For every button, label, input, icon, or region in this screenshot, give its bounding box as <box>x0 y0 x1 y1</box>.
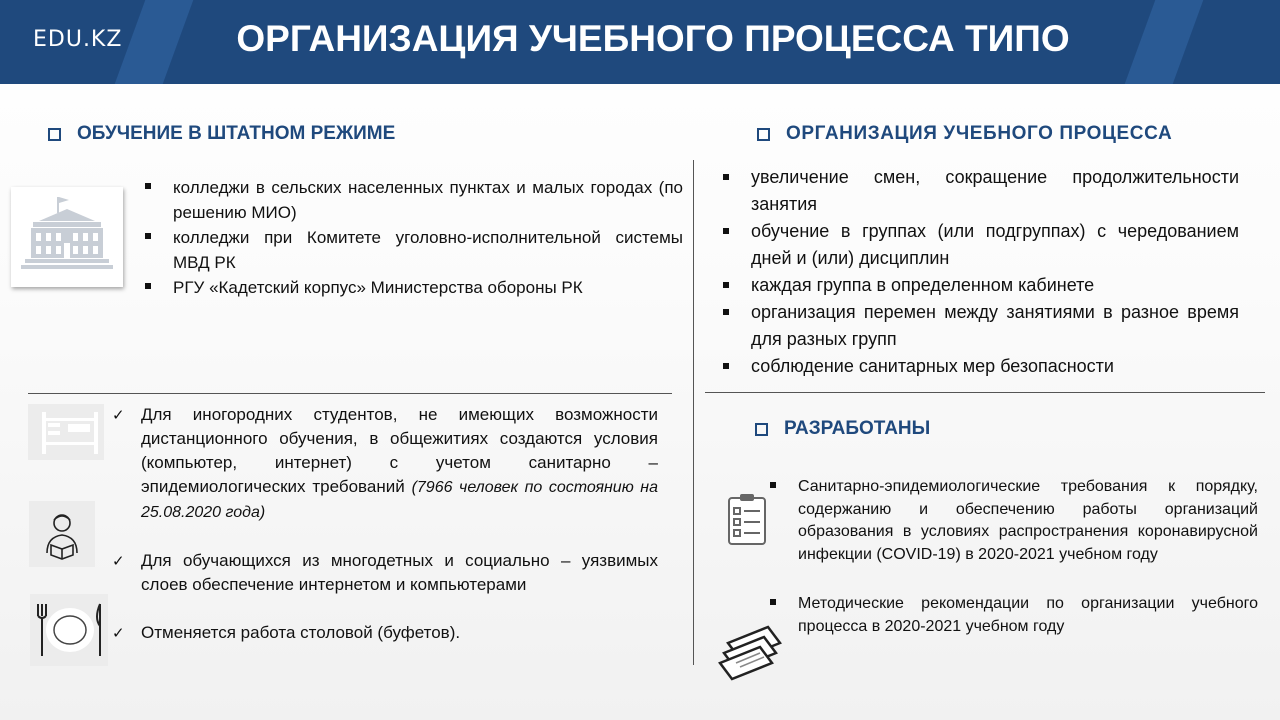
checkmark-icon: ✓ <box>112 552 125 570</box>
list-item: колледжи в сельских населенных пунктах и малых городах (по решению МИО) <box>145 175 683 225</box>
checkmark-icon: ✓ <box>112 624 125 642</box>
list-item <box>112 549 658 597</box>
list-item: организация перемен между занятиями в разное время для разных групп <box>723 299 1239 353</box>
normal-mode-list <box>145 175 683 300</box>
checkbox-bullet-icon <box>757 128 770 141</box>
section-title-label: РАЗРАБОТАНЫ <box>784 418 931 439</box>
bunk-bed-icon <box>28 404 104 460</box>
checkbox-bullet-icon <box>48 128 61 141</box>
vertical-divider <box>693 160 694 665</box>
check-text: Отменяется работа столовой (буфетов). <box>141 623 461 642</box>
list-item: РГУ «Кадетский корпус» Министерства обороны РК <box>145 275 683 300</box>
checkbox-bullet-icon <box>755 423 768 436</box>
section-title-label: ОРГАНИЗАЦИЯ УЧЕБНОГО ПРОЦЕССА <box>786 123 1173 144</box>
section-title-label: ОБУЧЕНИЕ В ШТАТНОМ РЕЖИМЕ <box>77 123 396 144</box>
header-bar <box>0 0 1280 84</box>
section-title-process <box>757 123 1172 145</box>
checkmark-icon: ✓ <box>112 406 125 424</box>
list-item <box>112 621 658 645</box>
student-reading-icon <box>29 501 95 567</box>
list-item: Санитарно-эпидемиологические требования к порядку, содержанию и обеспечению работы организаций образования в условиях распространения коронавирусной инфекции (COVID-19) в 2020-2021 учебном году <box>770 476 1258 566</box>
section-title-normal-mode <box>48 123 395 145</box>
logo: EDU.KZ <box>33 27 123 52</box>
list-item: Методические рекомендации по организации учебного процесса в 2020-2021 учебном году <box>770 593 1258 638</box>
process-list <box>723 164 1239 380</box>
measures-checklist <box>112 403 658 645</box>
list-item <box>112 403 658 525</box>
section-title-developed <box>755 418 930 440</box>
list-item: колледжи при Комитете уголовно-исполнительной системы МВД РК <box>145 225 683 275</box>
page-title: ОРГАНИЗАЦИЯ УЧЕБНОГО ПРОЦЕССА ТИПО <box>236 18 1070 59</box>
check-text: Для обучающихся из многодетных и социально – уязвимых слоев обеспечение интернетом и компьютерами <box>141 551 658 594</box>
developed-list <box>770 476 1258 638</box>
check-note: (7966 человек по состоянию на 25.08.2020 года) <box>141 479 658 521</box>
list-item: соблюдение санитарных мер безопасности <box>723 353 1239 380</box>
horizontal-divider-left <box>28 393 672 394</box>
plate-cutlery-icon <box>30 594 108 666</box>
horizontal-divider-right <box>705 392 1265 393</box>
checklist-document-icon <box>723 492 771 548</box>
list-item: обучение в группах (или подгруппах) с чередованием дней и (или) дисциплин <box>723 218 1239 272</box>
building-icon <box>11 187 123 287</box>
list-item: каждая группа в определенном кабинете <box>723 272 1239 299</box>
check-text: Для иногородних студентов, не имеющих возможности дистанционного обучения, в общежитиях создаются условия (компьютер, интернет) с учетом санитарно – эпидемиологических требований <box>141 405 658 496</box>
list-item: увеличение смен, сокращение продолжительности занятия <box>723 164 1239 218</box>
